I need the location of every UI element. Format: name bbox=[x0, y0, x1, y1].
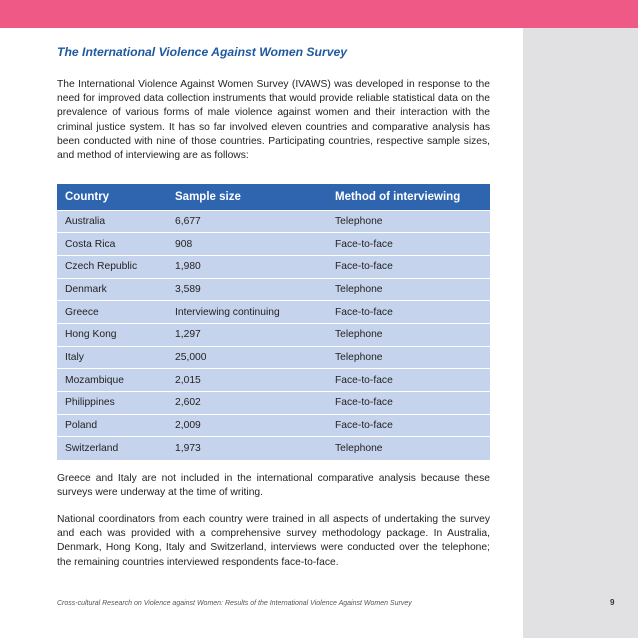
table-row bbox=[57, 414, 490, 437]
cell-method: Face-to-face bbox=[327, 369, 490, 392]
table-row bbox=[57, 255, 490, 278]
header-country: Country bbox=[57, 184, 167, 210]
cell-sample-size: 25,000 bbox=[167, 346, 327, 369]
header-method: Method of interviewing bbox=[327, 184, 490, 210]
cell-country: Philippines bbox=[57, 392, 167, 415]
page-footer: Cross-cultural Research on Violence against Women: Results of the International Violence Against Women Survey bbox=[57, 600, 412, 607]
cell-country: Greece bbox=[57, 301, 167, 324]
cell-sample-size: 1,980 bbox=[167, 255, 327, 278]
table-row bbox=[57, 323, 490, 346]
table-row bbox=[57, 392, 490, 415]
table-row bbox=[57, 210, 490, 233]
cell-method: Telephone bbox=[327, 323, 490, 346]
table-row bbox=[57, 233, 490, 256]
cell-country: Australia bbox=[57, 210, 167, 233]
cell-sample-size: 2,009 bbox=[167, 414, 327, 437]
table-row bbox=[57, 437, 490, 460]
cell-sample-size: 2,015 bbox=[167, 369, 327, 392]
table-row bbox=[57, 346, 490, 369]
header-sample-size: Sample size bbox=[167, 184, 327, 210]
table-row bbox=[57, 278, 490, 301]
page-number: 9 bbox=[610, 598, 615, 607]
cell-country: Mozambique bbox=[57, 369, 167, 392]
cell-method: Telephone bbox=[327, 437, 490, 460]
page-title: The International Violence Against Women Survey bbox=[57, 45, 348, 59]
cell-method: Face-to-face bbox=[327, 233, 490, 256]
cell-country: Switzerland bbox=[57, 437, 167, 460]
cell-method: Face-to-face bbox=[327, 301, 490, 324]
cell-sample-size: 2,602 bbox=[167, 392, 327, 415]
note-paragraph: Greece and Italy are not included in the international comparative analysis because these surveys were underway at the time of writing. bbox=[57, 473, 490, 499]
cell-country: Costa Rica bbox=[57, 233, 167, 256]
intro-paragraph: The International Violence Against Women Survey (IVAWS) was developed in response to the need for improved data collection instruments that would provide reliable statistical data on the prevalence of various forms of male violence against women and their interaction with the criminal justice system. It has so far involved eleven countries and comparative analysis has been conducted with nine of those countries. Participating countries, respective sample sizes, and method of interviewing are as follows: bbox=[57, 79, 490, 162]
cell-method: Face-to-face bbox=[327, 414, 490, 437]
table-row bbox=[57, 301, 490, 324]
coordinators-paragraph: National coordinators from each country were trained in all aspects of undertaking the survey and each was provided with a comprehensive survey methodology package. In Australia, Denmark, Hong Kong, Italy and Switzerland, interviews were conducted over the telephone; the remaining countries interviewed respondents face-to-face. bbox=[57, 514, 490, 568]
cell-sample-size: 3,589 bbox=[167, 278, 327, 301]
cell-country: Italy bbox=[57, 346, 167, 369]
top-color-band bbox=[0, 0, 638, 28]
table-header-row bbox=[57, 184, 490, 210]
cell-method: Face-to-face bbox=[327, 392, 490, 415]
cell-sample-size: 1,297 bbox=[167, 323, 327, 346]
cell-method: Telephone bbox=[327, 278, 490, 301]
cell-country: Hong Kong bbox=[57, 323, 167, 346]
cell-method: Telephone bbox=[327, 210, 490, 233]
page-sidebar bbox=[523, 28, 638, 638]
cell-sample-size: 908 bbox=[167, 233, 327, 256]
cell-method: Telephone bbox=[327, 346, 490, 369]
cell-method: Face-to-face bbox=[327, 255, 490, 278]
table-row bbox=[57, 369, 490, 392]
cell-country: Denmark bbox=[57, 278, 167, 301]
cell-sample-size: 1,973 bbox=[167, 437, 327, 460]
cell-country: Poland bbox=[57, 414, 167, 437]
cell-country: Czech Republic bbox=[57, 255, 167, 278]
cell-sample-size: Interviewing continuing bbox=[167, 301, 327, 324]
cell-sample-size: 6,677 bbox=[167, 210, 327, 233]
survey-table bbox=[57, 184, 490, 460]
